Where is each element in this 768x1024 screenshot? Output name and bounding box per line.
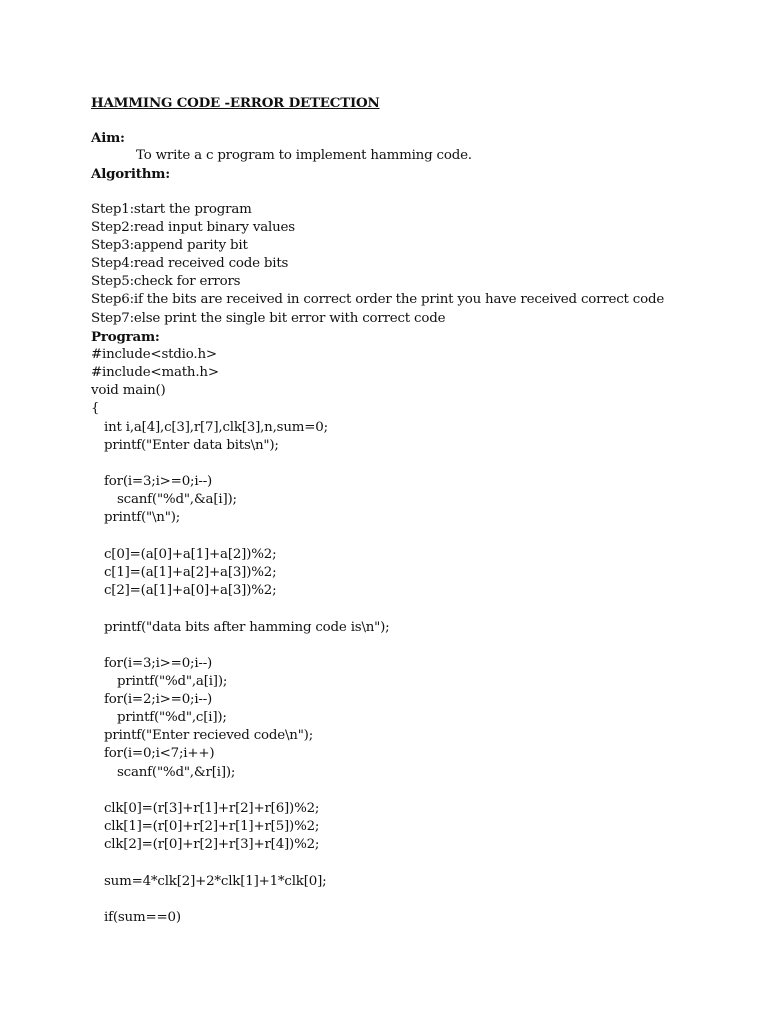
code-line: c[2]=(a[1]+a[0]+a[3])%2; — [104, 583, 277, 598]
algorithm-heading: Algorithm: — [91, 166, 170, 182]
code-line: printf("\n"); — [104, 510, 181, 525]
code-line: for(i=0;i<7;i++) — [104, 746, 215, 761]
code-line: for(i=3;i>=0;i--) — [104, 656, 213, 671]
code-line: clk[1]=(r[0]+r[2]+r[1]+r[5])%2; — [104, 819, 320, 834]
code-line: scanf("%d",&a[i]); — [117, 492, 237, 507]
algorithm-step: Step7:else print the single bit error with correct code — [91, 311, 446, 326]
aim-heading: Aim: — [91, 130, 125, 146]
algorithm-step: Step2:read input binary values — [91, 220, 295, 235]
code-line: if(sum==0) — [104, 910, 181, 925]
algorithm-step: Step4:read received code bits — [91, 256, 289, 271]
code-line: for(i=3;i>=0;i--) — [104, 474, 213, 489]
code-line: for(i=2;i>=0;i--) — [104, 692, 213, 707]
algorithm-step: Step6:if the bits are received in correct order the print you have received correct code — [91, 292, 665, 307]
code-line: sum=4*clk[2]+2*clk[1]+1*clk[0]; — [104, 874, 327, 889]
code-line: printf("%d",a[i]); — [117, 674, 228, 689]
code-line: #include<stdio.h> — [91, 347, 217, 362]
code-line: { — [91, 401, 100, 416]
aim-text: To write a c program to implement hamming code. — [136, 148, 472, 163]
code-line: void main() — [91, 383, 166, 398]
code-line: clk[0]=(r[3]+r[1]+r[2]+r[6])%2; — [104, 801, 320, 816]
algorithm-step: Step5:check for errors — [91, 274, 241, 289]
algorithm-step: Step3:append parity bit — [91, 238, 248, 253]
code-line: int i,a[4],c[3],r[7],clk[3],n,sum=0; — [104, 420, 328, 435]
code-line: #include<math.h> — [91, 365, 219, 380]
program-heading: Program: — [91, 329, 160, 345]
code-line: c[0]=(a[0]+a[1]+a[2])%2; — [104, 547, 277, 562]
code-line: c[1]=(a[1]+a[2]+a[3])%2; — [104, 565, 277, 580]
algorithm-step: Step1:start the program — [91, 202, 252, 217]
code-line: printf("data bits after hamming code is\n"); — [104, 620, 390, 635]
code-line: printf("Enter data bits\n"); — [104, 438, 279, 453]
code-line: printf("%d",c[i]); — [117, 710, 227, 725]
code-line: printf("Enter recieved code\n"); — [104, 728, 314, 743]
code-line: scanf("%d",&r[i]); — [117, 765, 236, 780]
document-title: HAMMING CODE -ERROR DETECTION — [91, 95, 380, 111]
code-line: clk[2]=(r[0]+r[2]+r[3]+r[4])%2; — [104, 837, 320, 852]
